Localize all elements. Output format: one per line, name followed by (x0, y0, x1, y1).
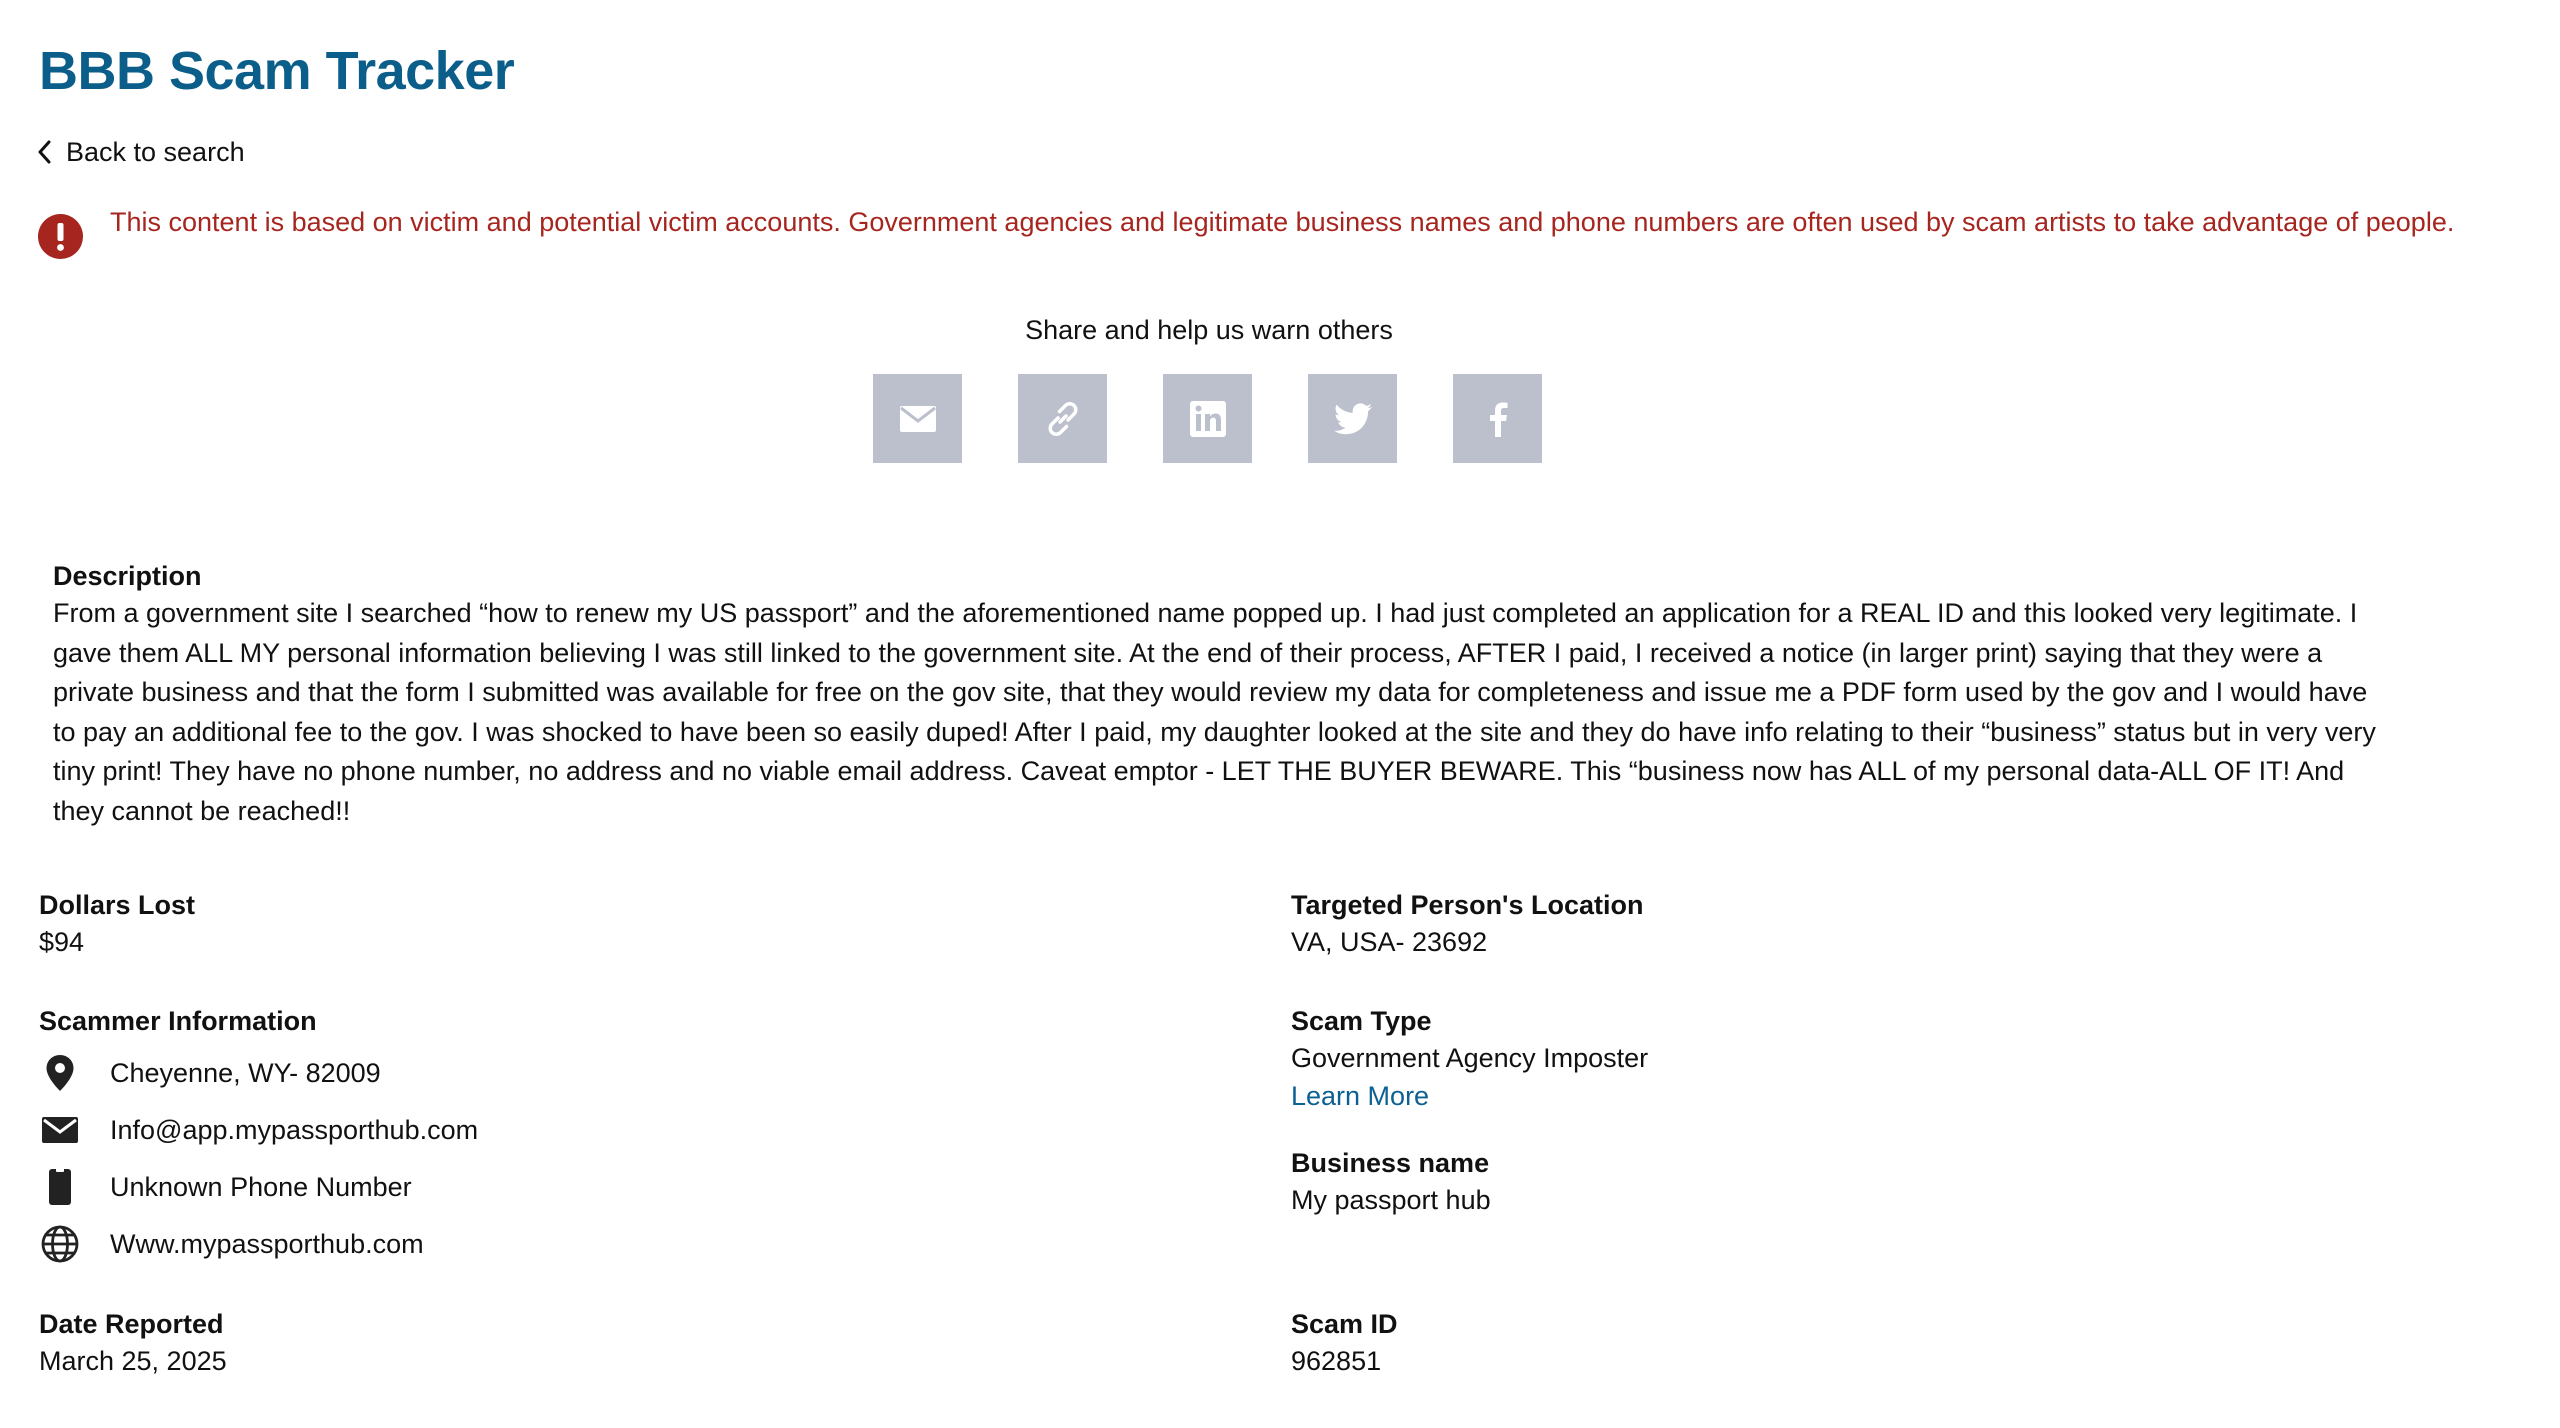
scammer-website-row (39, 1223, 424, 1265)
dollars-lost-label: Dollars Lost (39, 890, 196, 920)
description-section (53, 558, 2383, 832)
business-name (1291, 1145, 1491, 1219)
scammer-website: Www.mypassporthub.com (110, 1228, 424, 1259)
learn-more-link[interactable]: Learn More (1291, 1081, 1430, 1111)
globe-icon (39, 1223, 81, 1265)
scam-id (1291, 1306, 1398, 1380)
date-reported-value: March 25, 2025 (39, 1346, 227, 1376)
chevron-left-icon (38, 140, 52, 164)
exclamation-icon (38, 214, 83, 259)
scam-type-value: Government Agency Imposter (1291, 1043, 1649, 1073)
scam-type-label: Scam Type (1291, 1006, 1432, 1036)
location-pin-icon (39, 1052, 81, 1094)
date-reported-label: Date Reported (39, 1309, 224, 1339)
scammer-address-row (39, 1052, 381, 1094)
alert-text: This content is based on victim and potential victim accounts. Government agencies and legitimate business names and phone numbers are often used by scam artists to take advantage of people. (110, 207, 2455, 237)
share-linkedin-button[interactable] (1163, 374, 1252, 463)
dollars-lost-value: $94 (39, 927, 85, 957)
date-reported (39, 1306, 227, 1380)
business-name-label: Business name (1291, 1148, 1490, 1178)
scam-type (1291, 1003, 1648, 1115)
description-text: From a government site I searched “how to renew my US passport” and the aforementioned name popped up. I had just completed an application for a REAL ID and this looked very legitimate. I gave them ALL MY personal information believing I was still linked to the government site. At the end of their process, AFTER I paid, I received a notice (in larger print) saying that they were a private business and that the form I submitted was available for free on the gov site, that they would review my data for completeness and issue me a PDF form used by the gov and I would have to pay an additional fee to the gov. I was shocked to have been so easily duped! After I paid, my daughter looked at the site and they do have info relating to their “business” status but in very very tiny print! They have no phone number, no address and no viable email address. Caveat emptor - LET THE BUYER BEWARE. This “business now has ALL of my personal data-ALL OF IT! And they cannot be reached!! (53, 598, 2376, 826)
scammer-email: Info@app.mypassporthub.com (110, 1114, 479, 1145)
share-facebook-button[interactable] (1453, 374, 1542, 463)
facebook-icon (1488, 401, 1508, 437)
scammer-phone: Unknown Phone Number (110, 1171, 412, 1202)
envelope-icon (39, 1109, 81, 1151)
targeted-location-value: VA, USA- 23692 (1291, 927, 1488, 957)
scammer-information-heading-block (39, 1003, 317, 1039)
twitter-icon (1334, 403, 1372, 435)
dollars-lost (39, 887, 195, 961)
description-label: Description (53, 561, 202, 591)
share-email-button[interactable] (873, 374, 962, 463)
share-link-button[interactable] (1018, 374, 1107, 463)
page-title: BBB Scam Tracker (39, 41, 515, 101)
share-twitter-button[interactable] (1308, 374, 1397, 463)
scammer-phone-row (39, 1166, 412, 1208)
email-icon (899, 404, 937, 434)
scammer-email-row (39, 1109, 478, 1151)
scam-id-value: 962851 (1291, 1346, 1382, 1376)
targeted-location-label: Targeted Person's Location (1291, 890, 1644, 920)
linkedin-icon (1190, 401, 1226, 437)
share-heading: Share and help us warn others (1025, 315, 1393, 345)
back-to-search-label: Back to search (66, 136, 245, 167)
back-to-search-link[interactable] (38, 134, 245, 170)
scammer-address: Cheyenne, WY- 82009 (110, 1057, 381, 1088)
business-name-value: My passport hub (1291, 1185, 1491, 1215)
scam-id-label: Scam ID (1291, 1309, 1398, 1339)
phone-icon (39, 1166, 81, 1208)
link-icon (1042, 398, 1084, 440)
scammer-information-label: Scammer Information (39, 1006, 317, 1036)
share-buttons (873, 374, 1542, 463)
targeted-location (1291, 887, 1644, 961)
